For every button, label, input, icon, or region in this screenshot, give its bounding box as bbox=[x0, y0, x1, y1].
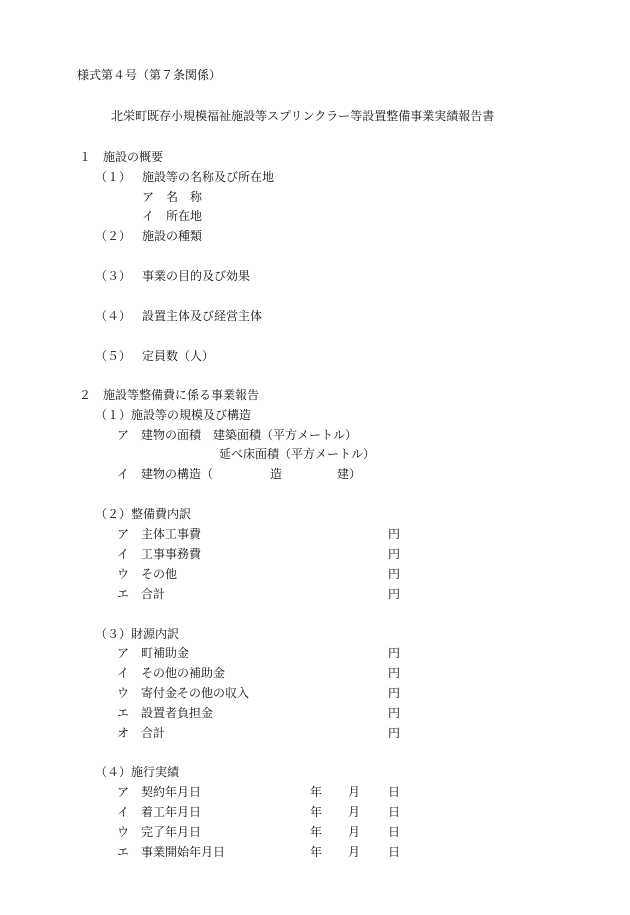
item-2-number: （２） bbox=[95, 229, 132, 243]
floor-area: 延べ床面積（平方メートル） bbox=[219, 447, 376, 461]
funding-row-unit: 円 bbox=[388, 686, 401, 700]
document-title: 北栄町既存小規模福祉施設等スプリンクラー等設置整備事業実績報告書 bbox=[111, 109, 495, 123]
building-area: ア 建物の面積 建築面積（平方メートル） bbox=[117, 428, 358, 442]
item-1-text: 施設等の名称及び所在地 bbox=[142, 170, 275, 184]
cost-row-label: ウ その他 bbox=[117, 567, 178, 581]
funding-row-unit: 円 bbox=[388, 666, 401, 680]
funding-row-label: オ 合計 bbox=[117, 726, 166, 740]
cost-row-label: ア 主体工事費 bbox=[117, 527, 202, 541]
cost-row-unit: 円 bbox=[388, 547, 401, 561]
funding-row-unit: 円 bbox=[388, 726, 401, 740]
item-5-number: （５） bbox=[95, 349, 132, 363]
funding-row-unit: 円 bbox=[388, 646, 401, 660]
item-2-text: 施設の種類 bbox=[142, 229, 203, 243]
subsection-4-heading: （４）施行実績 bbox=[95, 765, 180, 779]
date-row-day: 日 bbox=[388, 785, 401, 799]
item-1-location: イ 所在地 bbox=[142, 209, 203, 223]
date-row-label: イ 着工年月日 bbox=[117, 805, 202, 819]
funding-row-unit: 円 bbox=[388, 706, 401, 720]
funding-row-label: ウ 寄付金その他の収入 bbox=[117, 686, 250, 700]
date-row-month: 月 bbox=[348, 805, 361, 819]
item-3-number: （３） bbox=[95, 269, 132, 283]
form-number: 様式第４号（第７条関係） bbox=[77, 68, 222, 82]
cost-row-unit: 円 bbox=[388, 587, 401, 601]
item-3-text: 事業の目的及び効果 bbox=[142, 269, 251, 283]
cost-row-unit: 円 bbox=[388, 527, 401, 541]
date-row-label: エ 事業開始年月日 bbox=[117, 845, 226, 859]
date-row-year: 年 bbox=[310, 845, 323, 859]
building-structure-type: 造 bbox=[270, 467, 283, 481]
cost-row-label: イ 工事事務費 bbox=[117, 547, 202, 561]
date-row-label: ア 契約年月日 bbox=[117, 785, 202, 799]
cost-row-label: エ 合計 bbox=[117, 587, 166, 601]
date-row-year: 年 bbox=[310, 805, 323, 819]
item-4-text: 設置主体及び経営主体 bbox=[142, 309, 263, 323]
cost-row-unit: 円 bbox=[388, 567, 401, 581]
subsection-1-heading: （１）施設等の規模及び構造 bbox=[95, 408, 252, 422]
item-4-number: （４） bbox=[95, 309, 132, 323]
item-1-number: （１） bbox=[95, 170, 132, 184]
date-row-year: 年 bbox=[310, 785, 323, 799]
date-row-label: ウ 完了年月日 bbox=[117, 825, 202, 839]
date-row-year: 年 bbox=[310, 825, 323, 839]
funding-row-label: エ 設置者負担金 bbox=[117, 706, 214, 720]
building-structure-end: 建） bbox=[337, 467, 362, 481]
date-row-day: 日 bbox=[388, 805, 401, 819]
date-row-month: 月 bbox=[348, 785, 361, 799]
subsection-2-heading: （２）整備費内訳 bbox=[95, 507, 192, 521]
funding-row-label: イ その他の補助金 bbox=[117, 666, 226, 680]
date-row-day: 日 bbox=[388, 825, 401, 839]
date-row-day: 日 bbox=[388, 845, 401, 859]
subsection-3-heading: （３）財源内訳 bbox=[95, 627, 180, 641]
section-2-heading: ２ 施設等整備費に係る事業報告 bbox=[79, 388, 260, 402]
building-structure-label: イ 建物の構造（ bbox=[117, 467, 214, 481]
item-1-name: ア 名 称 bbox=[142, 190, 203, 204]
funding-row-label: ア 町補助金 bbox=[117, 646, 190, 660]
date-row-month: 月 bbox=[348, 845, 361, 859]
section-1-heading: １ 施設の概要 bbox=[79, 150, 164, 164]
date-row-month: 月 bbox=[348, 825, 361, 839]
item-5-text: 定員数（人） bbox=[142, 349, 215, 363]
